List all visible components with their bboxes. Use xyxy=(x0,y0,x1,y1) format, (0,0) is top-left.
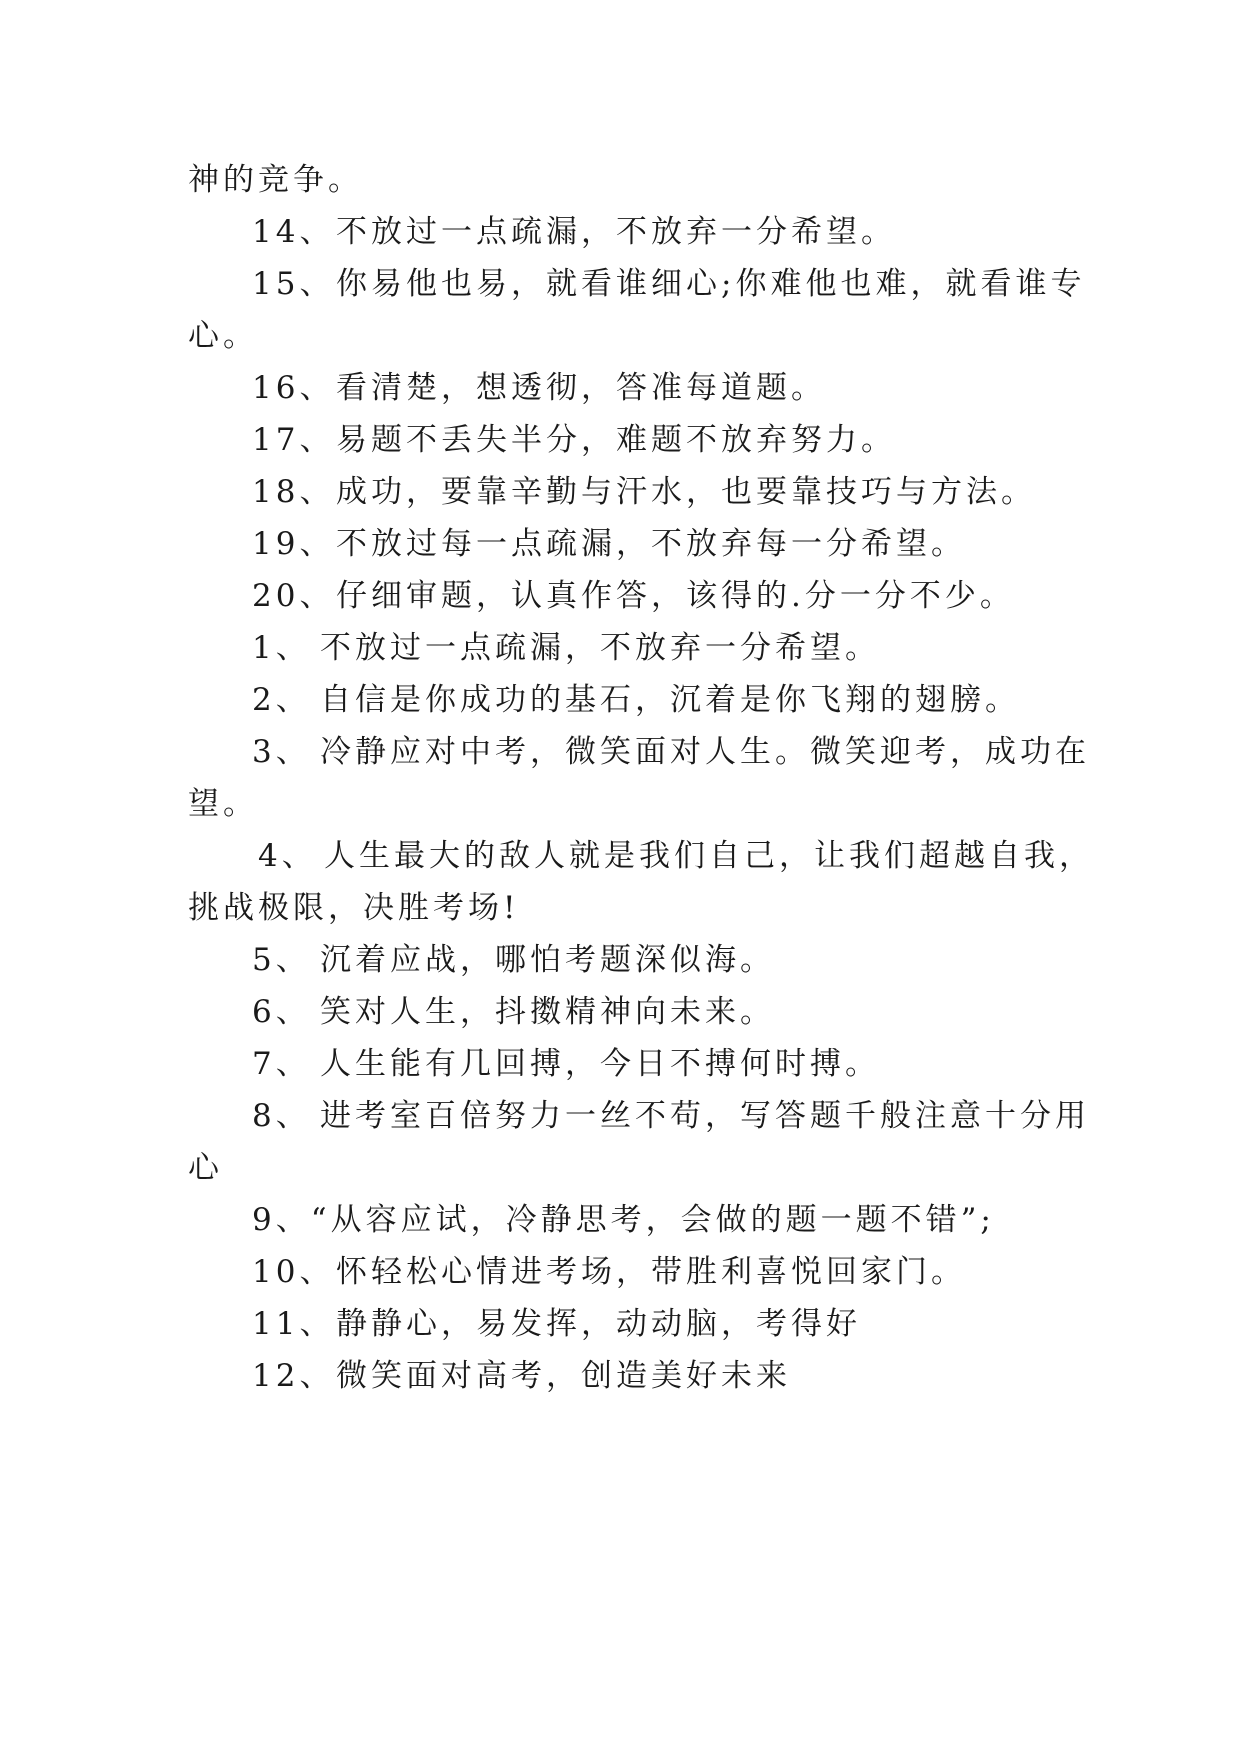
item-text: 不放过每一点疏漏，不放弃每一分希望。 xyxy=(336,526,966,562)
list-item xyxy=(252,472,1036,512)
line-text: 心。 xyxy=(188,318,258,354)
item-number: 7、 xyxy=(252,1046,311,1082)
item-number: 14、 xyxy=(252,214,335,250)
item-number: 18、 xyxy=(252,474,335,510)
list-item xyxy=(252,212,896,252)
item-number: 15、 xyxy=(252,266,335,302)
item-number: 3、 xyxy=(252,734,311,770)
item-text: 自信是你成功的基石，沉着是你飞翔的翅膀。 xyxy=(320,682,1020,718)
item-text: 9、“从容应试，冷静思考，会做的题一题不错”; xyxy=(252,1202,995,1238)
line-text: 挑战极限，决胜考场! xyxy=(188,890,520,926)
item-text: 易题不丢失半分，难题不放弃努力。 xyxy=(336,422,896,458)
list-item xyxy=(252,264,1085,304)
item-text: 进考室百倍努力一丝不苟，写答题千般注意十分用 xyxy=(320,1098,1090,1134)
list-item xyxy=(252,1096,1090,1136)
list-item xyxy=(252,1200,995,1240)
item-text: 不放过一点疏漏，不放弃一分希望。 xyxy=(320,630,880,666)
line-text: 心 xyxy=(188,1150,223,1186)
item-text: 不放过一点疏漏，不放弃一分希望。 xyxy=(336,214,896,250)
text-line xyxy=(188,160,363,200)
text-line xyxy=(188,316,258,356)
item-number: 19、 xyxy=(252,526,335,562)
item-number: 1、 xyxy=(252,630,311,666)
item-number: 2、 xyxy=(252,682,311,718)
item-text: 微笑面对高考，创造美好未来 xyxy=(336,1358,791,1394)
list-item xyxy=(252,732,1090,772)
item-number: 20、 xyxy=(252,578,335,614)
item-text: 怀轻松心情进考场，带胜利喜悦回家门。 xyxy=(336,1254,966,1290)
item-number: 17、 xyxy=(252,422,335,458)
item-text: 成功，要靠辛勤与汗水，也要靠技巧与方法。 xyxy=(336,474,1036,510)
list-item xyxy=(252,680,1020,720)
text-line xyxy=(188,888,519,928)
item-number: 12、 xyxy=(252,1358,335,1394)
item-text: 沉着应战，哪怕考题深似海。 xyxy=(320,942,775,978)
item-text: 你易他也易，就看谁细心;你难他也难，就看谁专 xyxy=(336,266,1086,302)
line-text: 望。 xyxy=(188,786,258,822)
list-item xyxy=(252,992,775,1032)
item-text: 笑对人生，抖擞精神向未来。 xyxy=(320,994,775,1030)
item-text: 人生能有几回搏，今日不搏何时搏。 xyxy=(320,1046,880,1082)
item-number: 16、 xyxy=(252,370,335,406)
list-item xyxy=(252,1252,966,1292)
item-text: 人生最大的敌人就是我们自己，让我们超越自我， xyxy=(324,838,1094,874)
list-item xyxy=(252,628,880,668)
list-item xyxy=(252,1356,791,1396)
item-number: 5、 xyxy=(252,942,311,978)
text-line xyxy=(188,1148,223,1188)
list-item xyxy=(252,368,826,408)
list-item xyxy=(252,576,1015,616)
line-text: 神的竞争。 xyxy=(188,162,363,198)
list-item xyxy=(252,524,966,564)
text-line xyxy=(188,784,258,824)
item-text: 看清楚，想透彻，答准每道题。 xyxy=(336,370,826,406)
item-number: 6、 xyxy=(252,994,311,1030)
list-item xyxy=(252,420,896,460)
list-item xyxy=(252,1044,880,1084)
item-text: 静静心，易发挥，动动脑，考得好 xyxy=(336,1306,861,1342)
list-item xyxy=(252,940,775,980)
item-number: 11、 xyxy=(252,1306,335,1342)
item-text: 冷静应对中考，微笑面对人生。微笑迎考，成功在 xyxy=(320,734,1090,770)
item-number: 4、 xyxy=(258,838,317,874)
list-item xyxy=(258,836,1094,876)
item-number: 10、 xyxy=(252,1254,335,1290)
item-number: 8、 xyxy=(252,1098,311,1134)
item-text: 仔细审题，认真作答，该得的.分一分不少。 xyxy=(336,578,1015,614)
list-item xyxy=(252,1304,861,1344)
